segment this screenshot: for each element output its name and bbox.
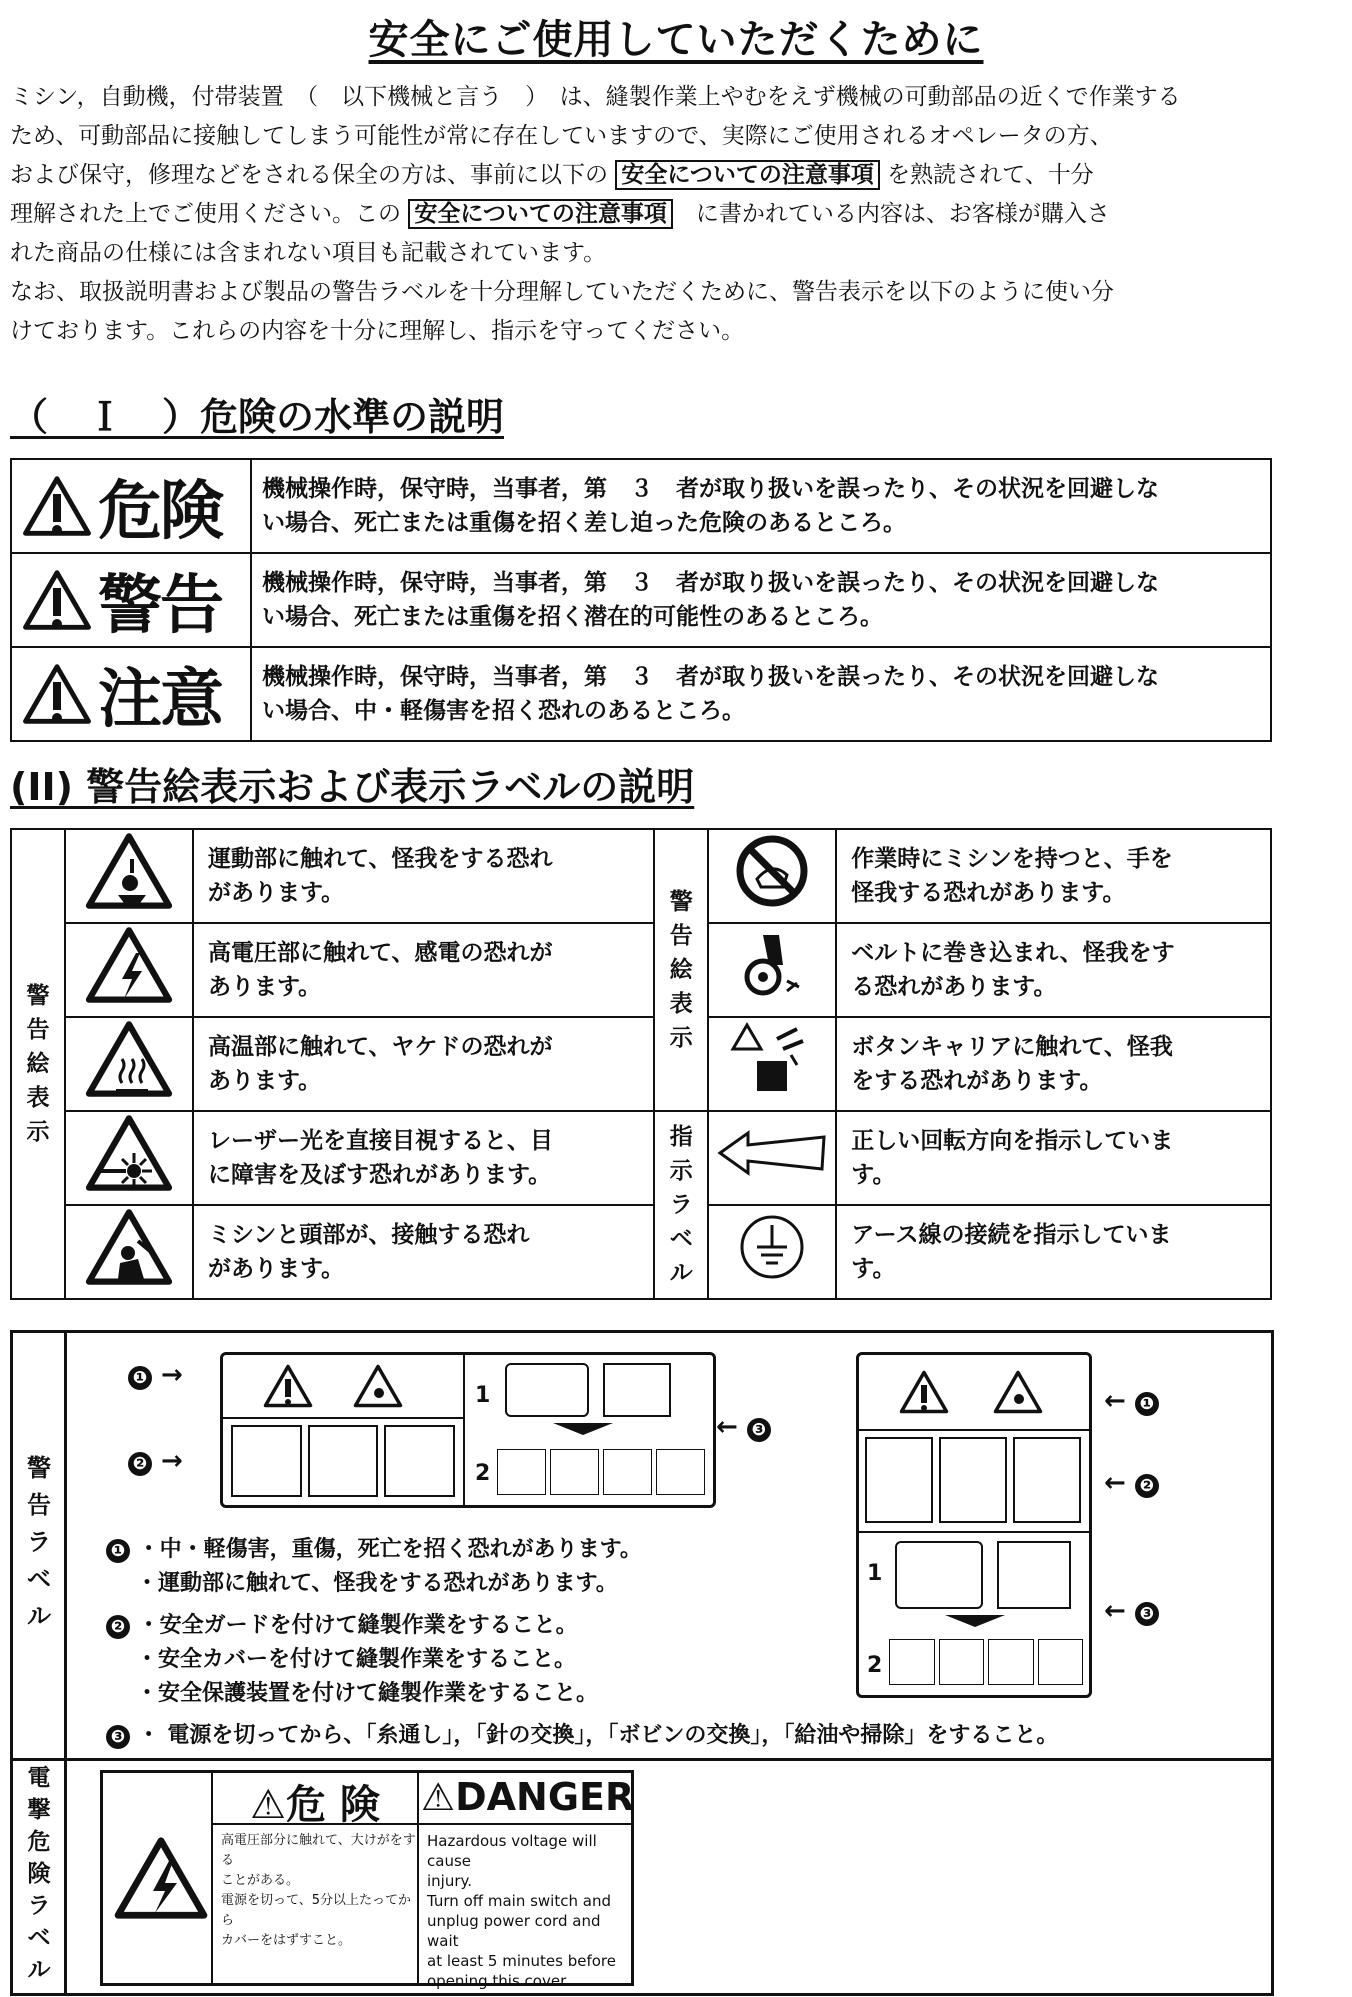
danger-level-row	[11, 647, 1271, 741]
pictogram-desc: ベルトに巻き込まれ、怪我をす	[851, 940, 1175, 966]
pictogram-desc: す。	[851, 1256, 896, 1282]
danger-level-row	[11, 553, 1271, 647]
section-heading-danger-levels: （ Ｉ ）危険の水準の説明	[10, 395, 505, 439]
no-hand-carry-icon	[727, 831, 817, 911]
warning-label-illustration-vertical	[856, 1352, 1092, 1698]
step-number: 1	[867, 1561, 883, 1586]
high-voltage-warning-icon	[84, 925, 174, 1005]
caution-desc: 機械操作時，保守時，当事者，第 ３ 者が取り扱いを誤ったり、その状況を回避しな	[262, 664, 1159, 690]
intro-paragraph	[10, 78, 1350, 351]
divider	[10, 1758, 1271, 1761]
safety-guard-figures	[231, 1425, 455, 1497]
safety-notice-box: 安全についての注意事項	[408, 199, 673, 229]
switch-off-figure	[505, 1363, 589, 1417]
pictogram-desc: あります。	[208, 974, 322, 1000]
note-1b: ・運動部に触れて、怪我をする恐れがあります。	[136, 1571, 618, 1596]
earth-ground-icon	[727, 1207, 817, 1287]
danger-text-jp: 高電圧部分に触れて、大けがをする ことがある。 電源を切って、5分以上たってから カバーをはずすこと。	[221, 1833, 416, 1948]
plug-figure	[997, 1541, 1071, 1609]
hot-surface-warning-icon	[84, 1019, 174, 1099]
safety-notice-box: 安全についての注意事項	[615, 160, 880, 190]
step-number: 2	[475, 1461, 491, 1486]
warning-word: 警告	[98, 569, 222, 643]
warning-label-side-label: 警 告 ラ ベ ル	[27, 1454, 51, 1630]
pictogram-table	[10, 828, 1272, 1300]
warning-triangle-icon	[22, 662, 92, 726]
pictogram-side-label: 指 示 ラ ベ ル	[654, 1111, 708, 1299]
danger-header-en: ⚠DANGER	[421, 1775, 635, 1819]
danger-level-row	[11, 459, 1271, 553]
callout-1: ❶ →	[128, 1360, 183, 1390]
callout-3: ← ❸	[716, 1412, 771, 1442]
switch-off-figure	[895, 1541, 983, 1609]
pictogram-desc: す。	[851, 1162, 896, 1188]
high-voltage-warning-icon	[113, 1835, 209, 1921]
shock-danger-label	[100, 1770, 635, 1990]
warning-triangle-icon	[22, 568, 92, 632]
note-1: ❶ ・中・軽傷害，重傷，死亡を招く恐れがあります。	[106, 1532, 642, 1563]
moving-parts-warning-icon	[353, 1363, 403, 1409]
step-number: 2	[867, 1653, 883, 1678]
warning-label-illustration	[220, 1352, 716, 1508]
laser-warning-icon	[84, 1113, 174, 1193]
danger-desc: い場合、死亡または重傷を招く差し迫った危険のあるところ。	[262, 510, 906, 536]
note-3: ❸ ・ 電源を切ってから、「糸通し」，「針の交換」，「ボビンの交換」，「給油や掃除」をすること。	[106, 1718, 1058, 1749]
moving-parts-warning-icon	[993, 1369, 1043, 1415]
danger-desc: 機械操作時，保守時，当事者，第 ３ 者が取り扱いを誤ったり、その状況を回避しな	[262, 476, 1159, 502]
down-arrow-icon	[945, 1615, 1005, 1627]
rotation-direction-icon	[712, 1123, 832, 1183]
danger-text-en: Hazardous voltage will cause injury. Turn off main switch and unplug power cord and wait at least 5 minutes before opening this cover.	[427, 1832, 616, 1990]
callout-3: ← ❸	[1104, 1596, 1159, 1626]
intro-line: および保守，修理などをされる保全の方は、事前に以下の 安全についての注意事項 を熟読されて、十分	[10, 162, 1094, 188]
pictogram-desc: あります。	[208, 1068, 322, 1094]
plug-figure	[603, 1363, 671, 1417]
intro-line: 理解された上でご使用ください。この 安全についての注意事項 に書かれている内容は、お客様が購入さ	[10, 201, 1110, 227]
callout-2: ← ❷	[1104, 1468, 1159, 1498]
pictogram-desc: 運動部に触れて、怪我をする恐れ	[208, 846, 553, 872]
pictogram-desc: アース線の接続を指示していま	[851, 1222, 1172, 1248]
pictogram-desc: る恐れがあります。	[851, 974, 1057, 1000]
pictogram-desc: 正しい回転方向を指示していま	[851, 1128, 1174, 1154]
moving-parts-warning-icon	[84, 831, 174, 911]
pictogram-desc: をする恐れがあります。	[851, 1068, 1103, 1094]
maintenance-icons	[889, 1639, 1083, 1685]
callout-2: ❷ →	[128, 1446, 183, 1476]
pictogram-side-label: 警 告 絵 表 示	[654, 829, 708, 1111]
shock-label-side-label: 電 撃 危 険 ラ ベ ル	[27, 1765, 51, 1983]
safety-guard-figures	[865, 1437, 1081, 1523]
intro-line: なお、取扱説明書および製品の警告ラベルを十分理解していただくために、警告表示を以下のように使い分	[10, 279, 1114, 305]
danger-word: 危険	[98, 475, 222, 549]
pictogram-side-label: 警 告 絵 表 示	[11, 829, 65, 1299]
pictogram-desc: があります。	[208, 880, 345, 906]
intro-line: ため、可動部品に接触してしまう可能性が常に存在していますので、実際にご使用されるオペレータの方、	[10, 123, 1113, 149]
note-2c: ・安全保護装置を付けて縫製作業をすること。	[136, 1681, 599, 1706]
pictogram-desc: レーザー光を直接目視すると、目	[208, 1128, 553, 1154]
pictogram-desc: 怪我する恐れがあります。	[851, 880, 1126, 906]
caution-word: 注意	[98, 663, 222, 737]
pictogram-desc: ボタンキャリアに触れて、怪我	[851, 1034, 1173, 1060]
pictogram-desc: 高電圧部に触れて、感電の恐れが	[208, 940, 553, 966]
belt-entanglement-icon	[727, 925, 817, 1005]
pictogram-desc: 高温部に触れて、ヤケドの恐れが	[208, 1034, 553, 1060]
step-number: 1	[475, 1383, 491, 1408]
warning-triangle-icon	[22, 474, 92, 538]
pictogram-desc: があります。	[208, 1256, 345, 1282]
callout-1: ← ❶	[1104, 1386, 1159, 1416]
maintenance-icons	[497, 1449, 705, 1495]
button-carrier-warning-icon	[727, 1019, 817, 1099]
intro-line: ミシン，自動機，付帯装置 （ 以下機械と言う ） は、縫製作業上やむをえず機械の可動部品の近くで作業する	[10, 84, 1181, 110]
note-2: ❷ ・安全ガードを付けて縫製作業をすること。	[106, 1608, 578, 1639]
pictogram-desc: に障害を及ぼす恐れがあります。	[208, 1162, 552, 1188]
down-arrow-icon	[553, 1423, 613, 1435]
warning-triangle-icon	[899, 1369, 949, 1415]
section-heading-pictograms: (II) 警告絵表示および表示ラベルの説明	[10, 765, 695, 809]
intro-line: けております。これらの内容を十分に理解し、指示を守ってください。	[10, 318, 745, 344]
page-title: 安全にご使用していただくために	[368, 17, 984, 63]
warning-desc: 機械操作時，保守時，当事者，第 ３ 者が取り扱いを誤ったり、その状況を回避しな	[262, 570, 1159, 596]
warning-triangle-icon	[263, 1363, 313, 1409]
pictogram-desc: ミシンと頭部が、接触する恐れ	[208, 1222, 530, 1248]
danger-level-table	[10, 458, 1272, 742]
note-2b: ・安全カバーを付けて縫製作業をすること。	[136, 1647, 577, 1672]
divider	[64, 1330, 67, 1993]
caution-desc: い場合、中・軽傷害を招く恐れのあるところ。	[262, 698, 745, 724]
head-contact-warning-icon	[84, 1207, 174, 1287]
danger-header-jp: ⚠危 険	[250, 1782, 380, 1828]
intro-line: れた商品の仕様には含まれない項目も記載されています。	[10, 240, 607, 266]
warning-desc: い場合、死亡または重傷を招く潜在的可能性のあるところ。	[262, 604, 883, 630]
pictogram-desc: 作業時にミシンを持つと、手を	[851, 846, 1173, 872]
